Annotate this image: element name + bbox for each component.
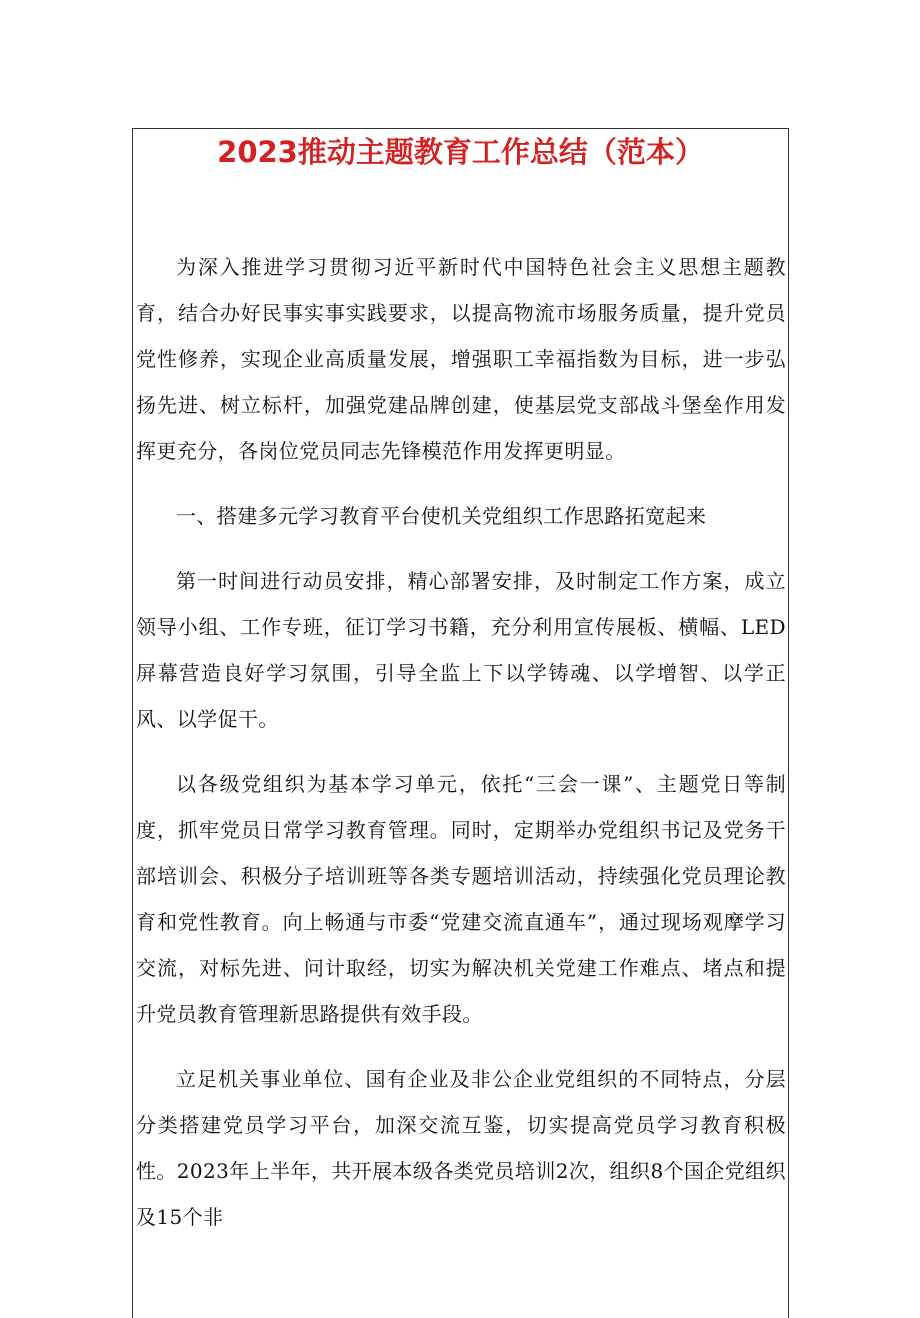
document-body (136, 244, 786, 1259)
paragraph-mobilization: 第一时间进行动员安排，精心部署安排，及时制定工作方案，成立领导小组、工作专班，征订学习书籍，充分利用宣传展板、横幅、LED屏幕营造良好学习氛围，引导全监上下以学铸魂、以学增智、以学正风、以学促干。 (136, 569, 786, 731)
section-heading-1: 一、搭建多元学习教育平台使机关党组织工作思路拓宽起来 (176, 504, 707, 528)
paragraph-study-units: 以各级党组织为基本学习单元，依托“三会一课”、主题党日等制度，抓牢党员日常学习教育管理。同时，定期举办党组织书记及党务干部培训会、积极分子培训班等各类专题培训活动，持续强化党员理论教育和党性教育。向上畅通与市委“党建交流直通车”，通过现场观摩学习交流，对标先进、问计取经，切实为解决机关党建工作难点、堵点和提升党员教育管理新思路提供有效手段。 (136, 772, 786, 1026)
paragraph-intro: 为深入推进学习贯彻习近平新时代中国特色社会主义思想主题教育，结合办好民事实事实践要求，以提高物流市场服务质量，提升党员党性修养，实现企业高质量发展，增强职工幸福指数为目标，进一步弘扬先进、树立标杆，加强党建品牌创建，使基层党支部战斗堡垒作用发挥更充分，各岗位党员同志先锋模范作用发挥更明显。 (136, 255, 786, 463)
document-title: 2023推动主题教育工作总结（范本） (217, 135, 704, 169)
paragraph-platforms: 立足机关事业单位、国有企业及非公企业党组织的不同特点，分层分类搭建党员学习平台，加深交流互鉴，切实提高党员学习教育积极性。2023年上半年，共开展本级各类党员培训2次，组织8个国企党组织及15个非 (136, 1067, 786, 1229)
